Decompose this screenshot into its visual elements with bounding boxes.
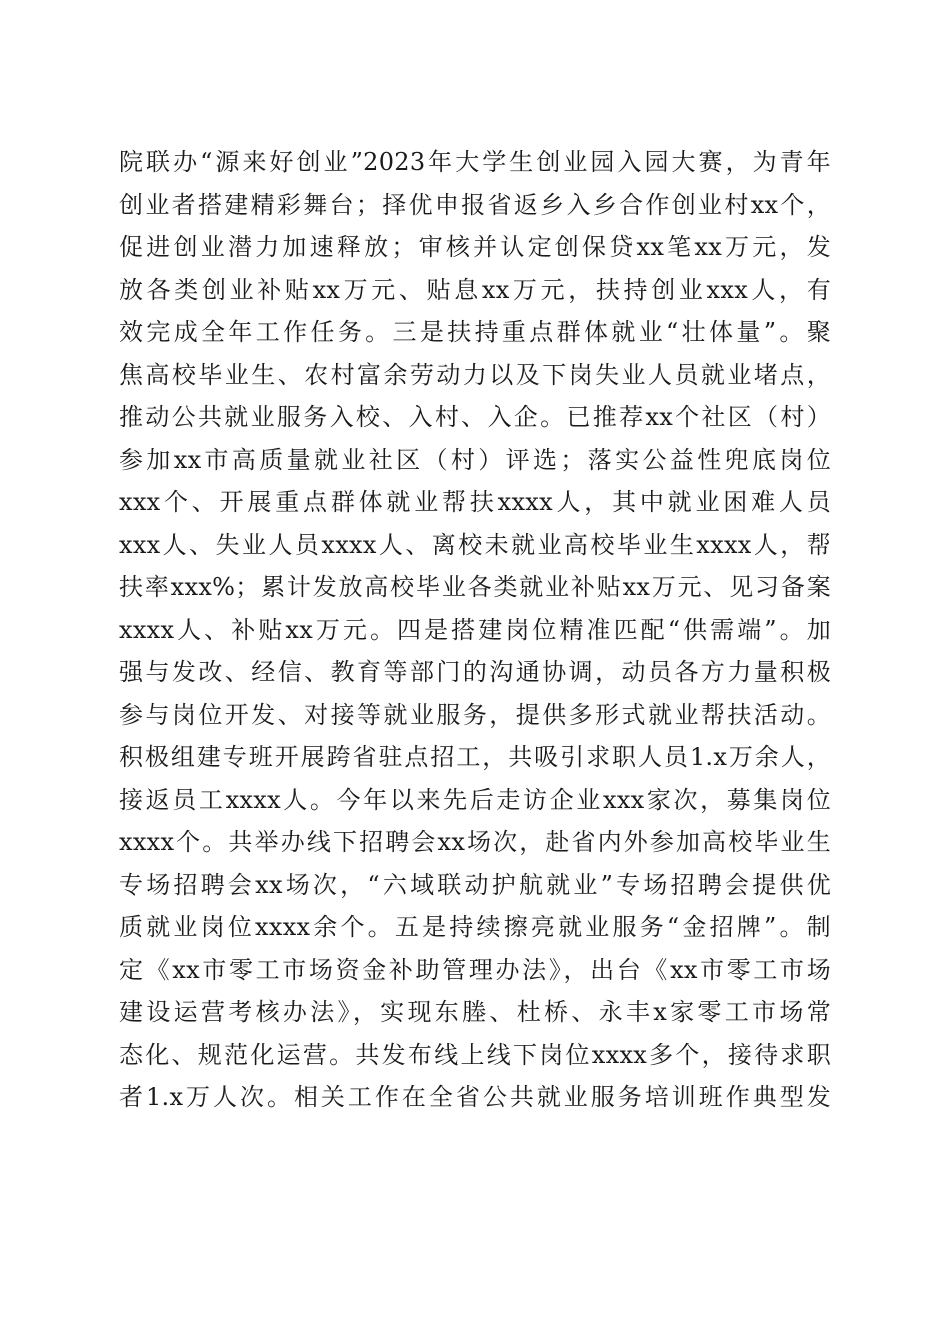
text-line: xxxx个。共举办线下招聘会xx场次，赴省内外参加高校毕业生 — [119, 828, 831, 856]
text-line: 创业者搭建精彩舞台；择优申报省返乡入乡合作创业村xx个， — [119, 190, 831, 219]
body-paragraph — [119, 141, 831, 1119]
text-line: 态化、规范化运营。共发布线上线下岗位xxxx多个，接待求职 — [119, 1040, 831, 1069]
text-line: xxxx人、补贴xx万元。四是搭建岗位精准匹配“供需端”。加 — [119, 615, 831, 644]
text-line: 接返员工xxxx人。今年以来先后走访企业xxx家次，募集岗位 — [119, 785, 831, 814]
text-line: 强与发改、经信、教育等部门的沟通协调，动员各方力量积极 — [119, 658, 831, 686]
text-line: 专场招聘会xx场次，“六域联动护航就业”专场招聘会提供优 — [119, 870, 831, 899]
text-line: 推动公共就业服务入校、入村、入企。已推荐xx个社区（村） — [119, 403, 831, 431]
text-line: 效完成全年工作任务。三是扶持重点群体就业“壮体量”。聚 — [119, 318, 831, 346]
text-line: 扶率xxx%；累计发放高校毕业各类就业补贴xx万元、见习备案 — [119, 573, 831, 601]
text-line: 建设运营考核办法》，实现东塍、杜桥、永丰x家零工市场常 — [119, 998, 831, 1026]
text-line: 定《xx市零工市场资金补助管理办法》，出台《xx市零工市场 — [119, 955, 831, 984]
text-line: 参加xx市高质量就业社区（村）评选；落实公益性兜底岗位 — [119, 445, 831, 474]
text-line: xxx人、失业人员xxxx人、离校未就业高校毕业生xxxx人，帮 — [119, 530, 831, 559]
text-line: 焦高校毕业生、农村富余劳动力以及下岗失业人员就业堵点， — [119, 360, 831, 389]
text-line: 质就业岗位xxxx余个。五是持续擦亮就业服务“金招牌”。制 — [119, 913, 831, 941]
text-line: 者1.x万人次。相关工作在全省公共就业服务培训班作典型发 — [119, 1083, 831, 1111]
text-line: 积极组建专班开展跨省驻点招工，共吸引求职人员1.x万余人， — [119, 743, 831, 771]
text-line: xxx个、开展重点群体就业帮扶xxxx人，其中就业困难人员 — [119, 488, 831, 516]
text-line: 放各类创业补贴xx万元、贴息xx万元，扶持创业xxx人，有 — [119, 275, 831, 304]
text-line: 促进创业潜力加速释放；审核并认定创保贷xx笔xx万元，发 — [119, 233, 831, 261]
text-line: 院联办“源来好创业”2023年大学生创业园入园大赛，为青年 — [119, 148, 831, 176]
text-line: 参与岗位开发、对接等就业服务，提供多形式就业帮扶活动。 — [119, 700, 831, 729]
